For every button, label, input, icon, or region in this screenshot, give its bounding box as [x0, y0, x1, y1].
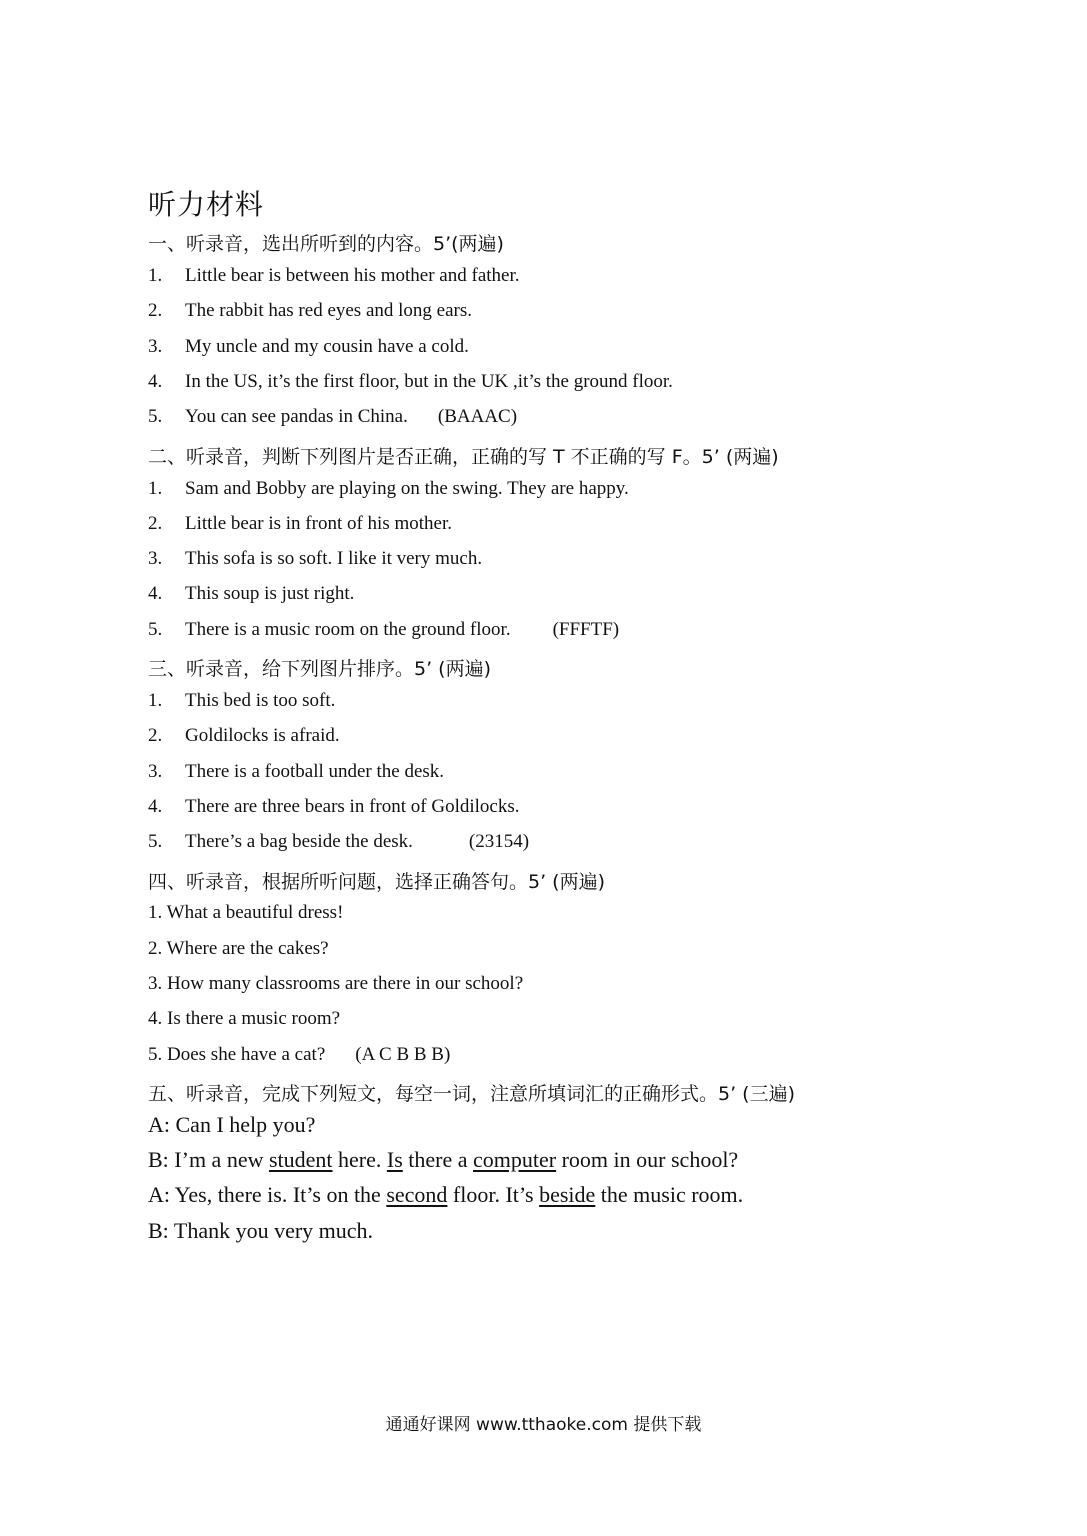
item-number: 3.: [148, 973, 163, 994]
section-1-item-5: [148, 406, 517, 428]
item-text: There is a football under the desk.: [185, 761, 445, 782]
item-number: 4.: [148, 1008, 163, 1029]
section-1-item-1: [148, 265, 520, 287]
answer-blank: beside: [539, 1182, 596, 1207]
item-number: 4.: [148, 796, 163, 817]
item-text: This bed is too soft.: [185, 690, 336, 711]
item-text: There is a music room on the ground floor.: [185, 619, 511, 640]
section-4-answer: (A C B B B): [355, 1044, 451, 1065]
dialog-text: here.: [332, 1147, 387, 1172]
item-text: Where are the cakes?: [166, 938, 329, 959]
section-2-answer: (FFFTF): [552, 619, 620, 640]
item-number: 5.: [148, 1044, 163, 1065]
dialog-text: there a: [402, 1147, 474, 1172]
item-text: What a beautiful dress!: [166, 902, 344, 923]
item-number: 4.: [148, 583, 163, 604]
item-text: My uncle and my cousin have a cold.: [185, 336, 469, 357]
item-number: 1.: [148, 265, 163, 286]
section-2-item-1: [148, 478, 629, 500]
section-3-answer: (23154): [468, 831, 530, 852]
item-text: The rabbit has red eyes and long ears.: [185, 300, 473, 321]
item-number: 4.: [148, 371, 163, 392]
section-5-heading: 五、听录音，完成下列短文，每空一词，注意所填词汇的正确形式。5’ (三遍): [148, 1083, 795, 1105]
item-number: 3.: [148, 548, 163, 569]
section-3-item-2: [148, 725, 340, 747]
section-4-item-5: [148, 1044, 450, 1066]
item-text: Little bear is between his mother and father.: [185, 265, 520, 286]
answer-blank: Is: [386, 1147, 403, 1172]
item-number: 2.: [148, 725, 163, 746]
footer-source: 通通好课网 www.tthaoke.com 提供下载: [385, 1415, 702, 1435]
section-1-answer: (BAAAC): [437, 406, 518, 427]
item-text: In the US, it’s the first floor, but in the UK ,it’s the ground floor.: [185, 371, 673, 392]
item-text: Little bear is in front of his mother.: [185, 513, 453, 534]
item-text: This sofa is so soft. I like it very much.: [185, 548, 483, 569]
item-number: 2.: [148, 300, 163, 321]
section-2-heading: 二、听录音，判断下列图片是否正确，正确的写 T 不正确的写 F。5’ (两遍): [148, 446, 779, 468]
item-number: 3.: [148, 761, 163, 782]
item-text: There’s a bag beside the desk.: [185, 831, 413, 852]
section-1-item-3: [148, 336, 469, 358]
section-2-item-5: [148, 619, 619, 641]
answer-blank: second: [386, 1182, 448, 1207]
item-number: 3.: [148, 336, 163, 357]
answer-blank: student: [268, 1147, 333, 1172]
section-2-item-4: [148, 583, 354, 605]
section-3-item-4: [148, 796, 519, 818]
dialog-text: B: I’m a new: [148, 1147, 269, 1172]
section-4-heading: 四、听录音，根据所听问题，选择正确答句。5’ (两遍): [148, 871, 605, 893]
section-4-item-1: [148, 902, 343, 924]
section-3-item-1: [148, 690, 335, 712]
item-number: 5.: [148, 406, 163, 427]
dialog-line-1: A: Can I help you?: [148, 1112, 316, 1137]
section-2-item-3: [148, 548, 482, 570]
item-text: Is there a music room?: [167, 1008, 341, 1029]
dialog-text: the music room.: [595, 1182, 744, 1207]
section-1-heading: 一、听录音，选出所听到的内容。5’(两遍): [148, 233, 504, 255]
section-1-item-2: [148, 300, 472, 322]
section-4-item-4: [148, 1008, 340, 1030]
page-title: 听力材料: [148, 188, 265, 221]
dialog-text: room in our school?: [556, 1147, 739, 1172]
answer-blank: computer: [473, 1147, 557, 1172]
section-3-item-5: [148, 831, 529, 853]
item-number: 2.: [148, 938, 163, 959]
dialog-text: A: Yes, there is. It’s on the: [148, 1182, 387, 1207]
section-3-item-3: [148, 761, 444, 783]
dialog-line-2: [148, 1147, 738, 1173]
dialog-text: floor. It’s: [447, 1182, 540, 1207]
item-number: 5.: [148, 831, 163, 852]
dialog-line-3: [148, 1182, 743, 1208]
section-4-item-2: [148, 938, 329, 960]
section-3-heading: 三、听录音，给下列图片排序。5’ (两遍): [148, 658, 491, 680]
item-number: 5.: [148, 619, 163, 640]
section-1-item-4: [148, 371, 673, 393]
item-number: 1.: [148, 902, 163, 923]
item-text: This soup is just right.: [185, 583, 355, 604]
item-text: Does she have a cat?: [167, 1044, 326, 1065]
item-text: How many classrooms are there in our school?: [167, 973, 524, 994]
section-2-item-2: [148, 513, 452, 535]
item-text: Sam and Bobby are playing on the swing. They are happy.: [185, 478, 629, 499]
item-text: You can see pandas in China.: [185, 406, 408, 427]
item-text: Goldilocks is afraid.: [185, 725, 340, 746]
item-text: There are three bears in front of Goldilocks.: [185, 796, 520, 817]
item-number: 1.: [148, 478, 163, 499]
section-4-item-3: [148, 973, 523, 995]
dialog-line-4: B: Thank you very much.: [148, 1218, 374, 1243]
item-number: 1.: [148, 690, 163, 711]
item-number: 2.: [148, 513, 163, 534]
